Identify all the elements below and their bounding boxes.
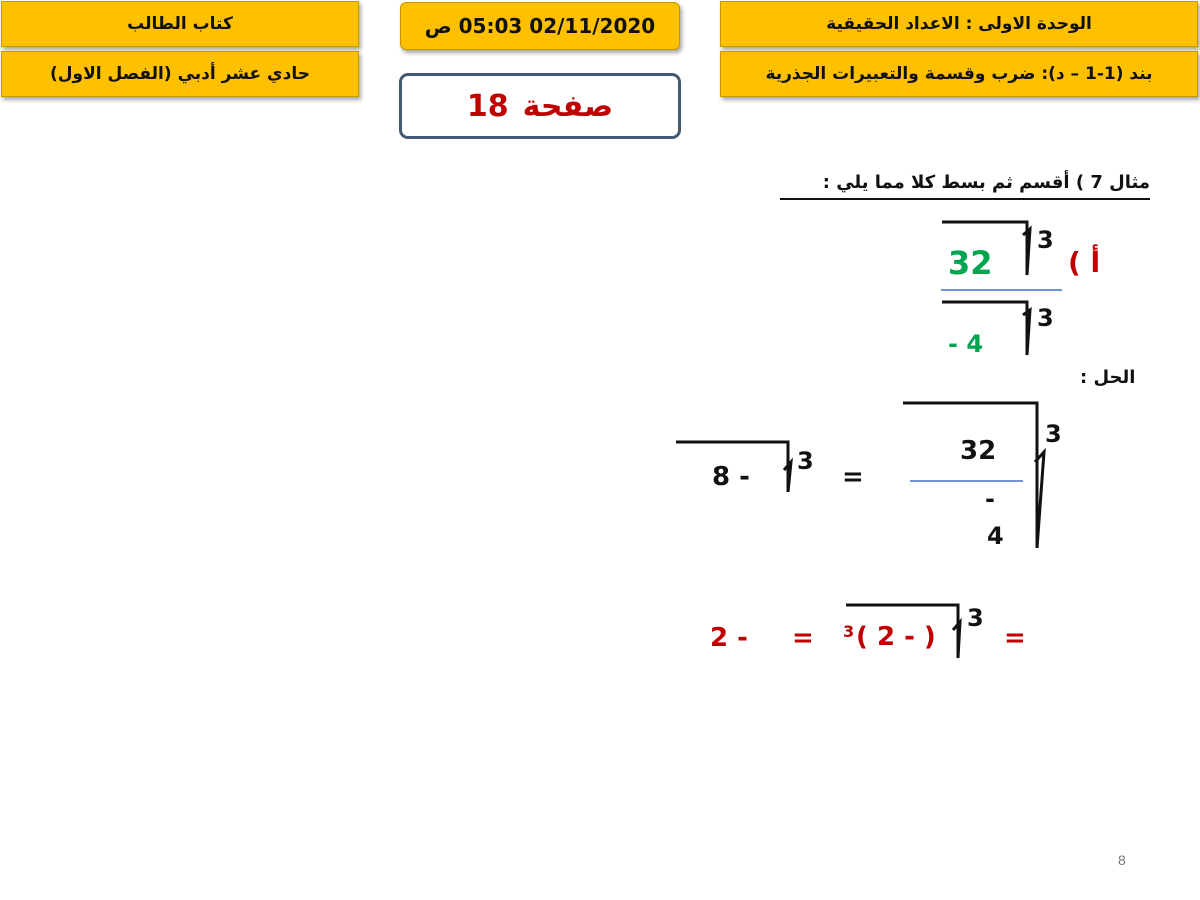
step2-exponent: 3: [843, 622, 855, 641]
book-label: كتاب الطالب: [1, 1, 359, 47]
step1-numerator: 32: [960, 436, 997, 466]
step1-result-root-index: 3: [797, 447, 814, 475]
step2-equals-right: =: [1004, 623, 1026, 653]
example-title: مثال 7 ) أقسم ثم بسط كلا مما يلي :: [822, 172, 1150, 193]
step1-equals: =: [842, 462, 864, 492]
unit-label: الوحدة الاولى : الاعداد الحقيقية: [720, 1, 1198, 47]
solution-label: الحل :: [1080, 367, 1136, 388]
page-label: صفحة: [522, 88, 614, 124]
example-denominator: - 4: [948, 330, 984, 358]
root-index-bottom: 3: [1037, 304, 1054, 332]
step1-denominator-value: 4: [987, 522, 1004, 550]
page-number: 18: [466, 88, 509, 124]
step2-equals-left: =: [792, 623, 814, 653]
example-part-label: أ ): [1068, 246, 1101, 279]
grade-label: حادي عشر أدبي (الفصل الاول): [1, 51, 359, 97]
step2-radicand: ( - 2 ): [856, 622, 936, 652]
step1-result: - 8: [712, 462, 750, 492]
step1-denominator-sign: -: [985, 485, 995, 513]
section-label: بند (1-1 – د): ضرب وقسمة والتعبيرات الجذرية: [720, 51, 1198, 97]
radical-solution-large: [903, 403, 1044, 548]
step2-root-index: 3: [967, 604, 984, 632]
step1-root-index: 3: [1045, 420, 1062, 448]
slide-number: 8: [1118, 852, 1126, 868]
step2-result: - 2: [710, 623, 748, 653]
root-index-top: 3: [1037, 226, 1054, 254]
example-numerator: 32: [948, 244, 993, 282]
datetime-box: 02/11/2020 05:03 ص: [400, 2, 680, 50]
